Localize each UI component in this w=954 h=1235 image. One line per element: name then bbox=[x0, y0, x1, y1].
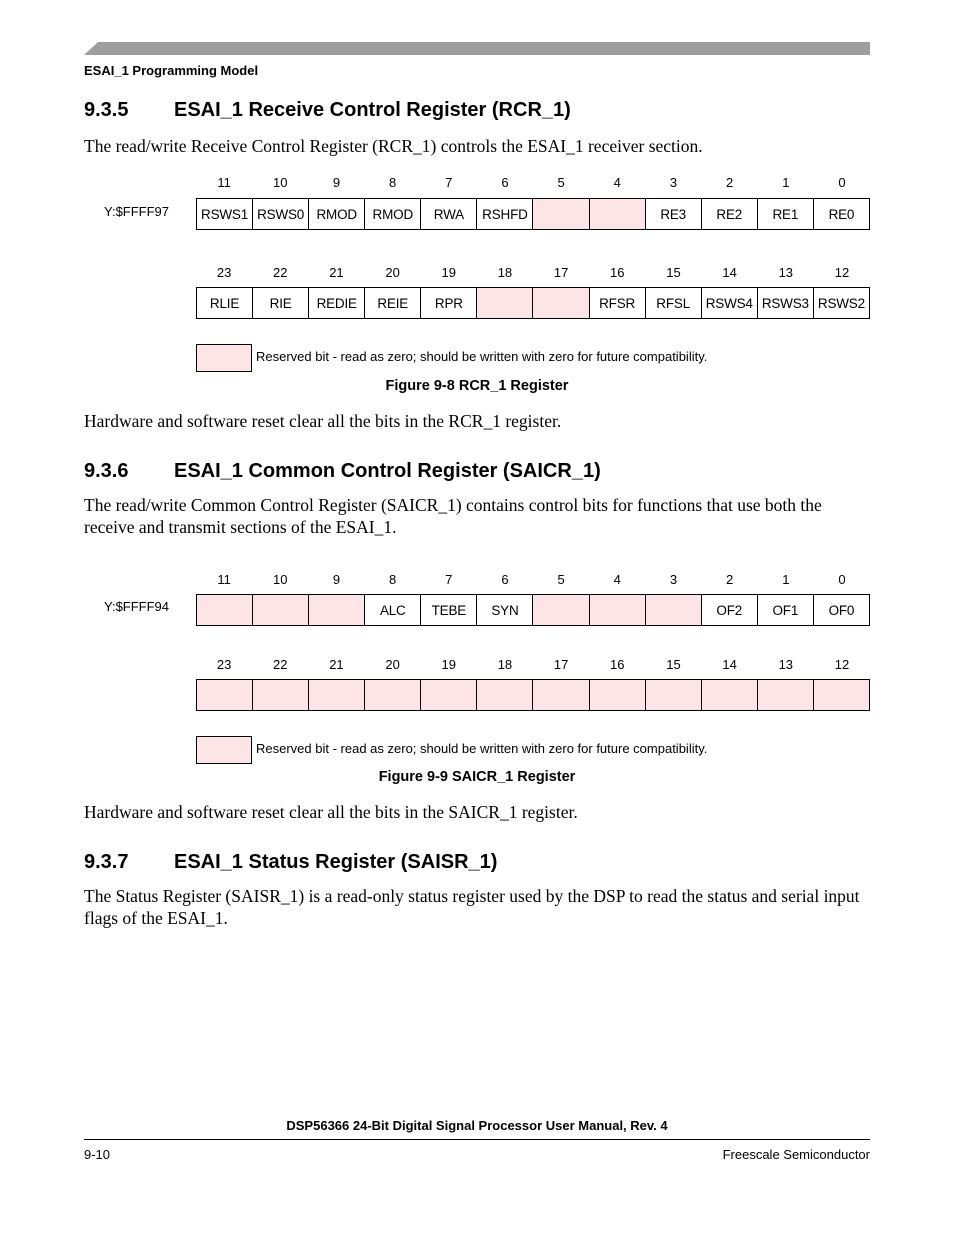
register-bit-cell bbox=[533, 680, 589, 710]
bit-number: 20 bbox=[385, 657, 400, 672]
bit-number: 7 bbox=[445, 175, 453, 190]
register-bit-cell: RLIE bbox=[197, 288, 253, 318]
bit-number: 14 bbox=[722, 657, 737, 672]
register-bit-cell bbox=[702, 680, 758, 710]
register-bit-cell: REIE bbox=[365, 288, 421, 318]
register-bit-cell bbox=[309, 595, 365, 625]
bit-number: 3 bbox=[669, 572, 678, 587]
bit-numbers-saicr-high bbox=[196, 657, 870, 672]
register-bit-cell bbox=[253, 680, 309, 710]
bit-number: 4 bbox=[613, 572, 621, 587]
register-bit-cell: RE3 bbox=[646, 199, 702, 229]
bit-number: 1 bbox=[782, 175, 790, 190]
bit-number: 7 bbox=[445, 572, 453, 587]
bit-numbers-rcr-low bbox=[196, 175, 870, 190]
section-heading-rcr bbox=[84, 99, 571, 122]
register-bit-cell: RPR bbox=[421, 288, 477, 318]
bit-number: 21 bbox=[329, 657, 344, 672]
register-bit-cell: RFSL bbox=[646, 288, 702, 318]
bit-number: 23 bbox=[216, 657, 232, 672]
register-bit-cell: OF1 bbox=[758, 595, 814, 625]
page-number: 9-10 bbox=[84, 1147, 111, 1162]
bit-numbers-saicr-low bbox=[196, 572, 870, 587]
bit-number: 5 bbox=[557, 572, 565, 587]
register-bit-cell bbox=[309, 680, 365, 710]
footer-company: Freescale Semiconductor bbox=[722, 1147, 870, 1162]
bit-number: 22 bbox=[273, 265, 288, 280]
register-bit-cell: RSHFD bbox=[477, 199, 533, 229]
bit-number: 13 bbox=[778, 265, 794, 280]
reset-note-saicr: Hardware and software reset clear all the bits in the SAICR_1 register. bbox=[84, 802, 578, 822]
section-title: ESAI_1 Common Control Register (SAICR_1) bbox=[174, 460, 601, 482]
bit-number: 17 bbox=[553, 265, 569, 280]
register-bit-cell bbox=[477, 288, 533, 318]
register-bit-cell bbox=[814, 680, 870, 710]
reserved-legend-swatch bbox=[196, 736, 252, 764]
footer-title: DSP56366 24-Bit Digital Signal Processor User Manual, Rev. 4 bbox=[286, 1118, 668, 1133]
bit-number: 16 bbox=[610, 657, 625, 672]
register-bit-cell bbox=[590, 680, 646, 710]
bit-number: 15 bbox=[666, 265, 681, 280]
register-bit-cell: RSWS2 bbox=[814, 288, 870, 318]
bit-number: 0 bbox=[838, 175, 846, 190]
bit-number: 14 bbox=[722, 265, 737, 280]
bit-number: 18 bbox=[497, 265, 513, 280]
register-bit-cell: RSWS3 bbox=[758, 288, 814, 318]
running-header: ESAI_1 Programming Model bbox=[84, 63, 259, 78]
bit-number: 3 bbox=[669, 175, 678, 190]
register-bit-cell: ALC bbox=[365, 595, 421, 625]
register-bit-cell bbox=[365, 680, 421, 710]
bit-number: 19 bbox=[441, 657, 456, 672]
register-bit-cell: OF2 bbox=[702, 595, 758, 625]
register-bit-cell bbox=[533, 288, 589, 318]
bit-numbers-rcr-high bbox=[196, 265, 870, 280]
section-intro-saisr: The Status Register (SAISR_1) is a read-only status register used by the DSP to read the status and serial input flags of the ESAI_1. bbox=[84, 886, 860, 928]
footer-divider bbox=[84, 1139, 870, 1140]
bit-number: 2 bbox=[726, 572, 734, 587]
bit-number: 15 bbox=[666, 657, 681, 672]
register-row-rcr-high bbox=[196, 287, 870, 319]
register-bit-cell bbox=[646, 680, 702, 710]
section-number: 9.3.5 bbox=[84, 99, 129, 121]
register-bit-cell bbox=[533, 199, 589, 229]
register-bit-cell: RWA bbox=[421, 199, 477, 229]
bit-number: 9 bbox=[332, 175, 341, 190]
bit-number: 4 bbox=[613, 175, 621, 190]
register-bit-cell bbox=[590, 199, 646, 229]
register-bit-cell: SYN bbox=[477, 595, 533, 625]
section-title: ESAI_1 Status Register (SAISR_1) bbox=[174, 851, 498, 873]
register-bit-cell: RSWS4 bbox=[702, 288, 758, 318]
section-intro-saicr: The read/write Common Control Register (SAICR_1) contains control bits for functions that use both the receive and transmit sections of the ESAI_1. bbox=[84, 495, 822, 537]
register-bit-cell bbox=[646, 595, 702, 625]
register-address-rcr: Y:$FFFF97 bbox=[104, 204, 170, 219]
bit-number: 16 bbox=[610, 265, 625, 280]
register-bit-cell: RMOD bbox=[309, 199, 365, 229]
header-bar bbox=[84, 42, 870, 55]
register-bit-cell: RMOD bbox=[365, 199, 421, 229]
register-bit-cell bbox=[590, 595, 646, 625]
section-number: 9.3.7 bbox=[84, 851, 129, 873]
bit-number: 1 bbox=[782, 572, 790, 587]
reserved-legend-text: Reserved bit - read as zero; should be written with zero for future compatibility. bbox=[256, 741, 708, 756]
bit-number: 0 bbox=[838, 572, 846, 587]
register-bit-cell bbox=[533, 595, 589, 625]
bit-number: 2 bbox=[726, 175, 734, 190]
bit-number: 11 bbox=[217, 572, 231, 587]
section-title: ESAI_1 Receive Control Register (RCR_1) bbox=[174, 99, 571, 121]
bit-number: 23 bbox=[216, 265, 232, 280]
register-bit-cell bbox=[253, 595, 309, 625]
bit-number: 9 bbox=[332, 572, 341, 587]
register-bit-cell: RE0 bbox=[814, 199, 870, 229]
bit-number: 18 bbox=[497, 657, 513, 672]
register-bit-cell bbox=[197, 680, 253, 710]
bit-number: 6 bbox=[501, 572, 509, 587]
section-number: 9.3.6 bbox=[84, 460, 129, 482]
bit-number: 8 bbox=[388, 572, 397, 587]
bit-number: 6 bbox=[501, 175, 509, 190]
bit-number: 8 bbox=[388, 175, 397, 190]
register-bit-cell: RSWS0 bbox=[253, 199, 309, 229]
bit-number: 22 bbox=[273, 657, 288, 672]
register-bit-cell: RSWS1 bbox=[197, 199, 253, 229]
register-bit-cell: TEBE bbox=[421, 595, 477, 625]
register-bit-cell bbox=[197, 595, 253, 625]
bit-number: 17 bbox=[553, 657, 569, 672]
register-row-saicr-low bbox=[196, 594, 870, 626]
section-intro-rcr: The read/write Receive Control Register (RCR_1) controls the ESAI_1 receiver section. bbox=[84, 136, 703, 156]
register-bit-cell: REDIE bbox=[309, 288, 365, 318]
reset-note-rcr: Hardware and software reset clear all the bits in the RCR_1 register. bbox=[84, 411, 562, 431]
register-row-rcr-low bbox=[196, 198, 870, 230]
bit-number: 13 bbox=[778, 657, 794, 672]
register-bit-cell: RE1 bbox=[758, 199, 814, 229]
section-heading-saisr bbox=[84, 851, 497, 874]
register-bit-cell: RFSR bbox=[590, 288, 646, 318]
register-bit-cell bbox=[421, 680, 477, 710]
bit-number: 10 bbox=[273, 572, 288, 587]
register-bit-cell: RE2 bbox=[702, 199, 758, 229]
register-bit-cell bbox=[758, 680, 814, 710]
bit-number: 19 bbox=[441, 265, 456, 280]
reserved-legend-text: Reserved bit - read as zero; should be written with zero for future compatibility. bbox=[256, 349, 708, 364]
register-bit-cell bbox=[477, 680, 533, 710]
register-address-saicr: Y:$FFFF94 bbox=[104, 599, 170, 614]
bit-number: 5 bbox=[557, 175, 565, 190]
bit-number: 20 bbox=[385, 265, 400, 280]
bit-number: 12 bbox=[834, 657, 850, 672]
bit-number: 21 bbox=[329, 265, 344, 280]
bit-number: 10 bbox=[273, 175, 288, 190]
figure-caption-rcr: Figure 9-8 RCR_1 Register bbox=[385, 378, 569, 394]
register-row-saicr-high bbox=[196, 679, 870, 711]
bit-number: 12 bbox=[834, 265, 850, 280]
bit-number: 11 bbox=[217, 175, 231, 190]
register-bit-cell: OF0 bbox=[814, 595, 870, 625]
section-heading-saicr bbox=[84, 460, 601, 483]
reserved-legend-swatch bbox=[196, 344, 252, 372]
figure-caption-saicr: Figure 9-9 SAICR_1 Register bbox=[378, 769, 576, 785]
register-bit-cell: RIE bbox=[253, 288, 309, 318]
